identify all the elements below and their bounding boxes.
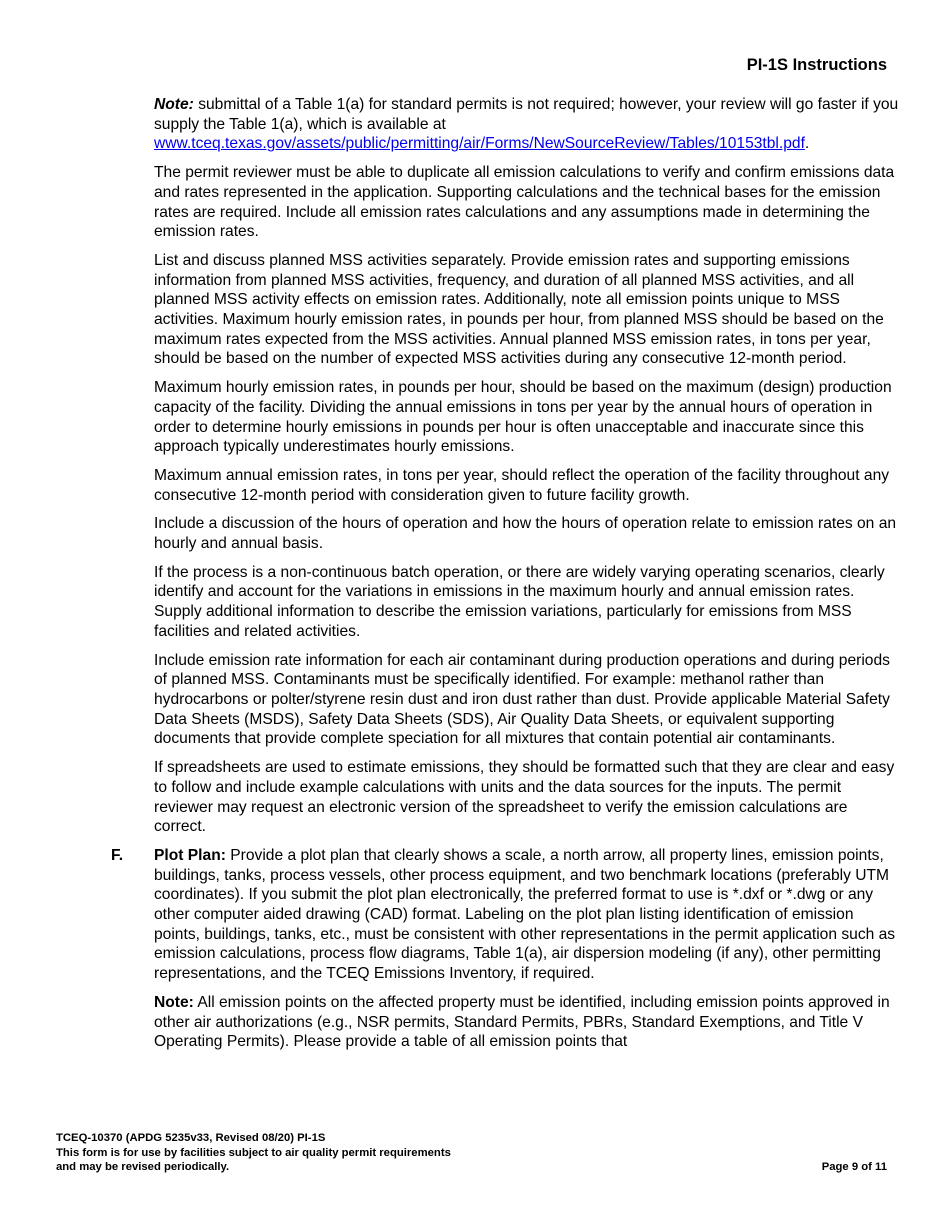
footer-revision-line: and may be revised periodically.	[56, 1161, 230, 1173]
note-end: .	[804, 135, 810, 153]
emission-points-note	[154, 993, 899, 1052]
table-1a-link[interactable]: www.tceq.texas.gov/assets/public/permitting/air/Forms/NewSourceReview/Tables/10153tbl.pdf	[154, 135, 805, 153]
plot-plan-text: Provide a plot plan that clearly shows a scale, a north arrow, all property lines, emission points, buildings, tanks, process vessels, other process equipment, and two benchmark locations (preferably UTM coordinates). If you submit the plot plan electronically, the preferred format to use is *.dxf or *.dwg or any other computer aided drawing (CAD) format. Labeling on the plot plan listing identification of emission points, buildings, tanks, etc., must be consistent with other representations in the permit application such as emission calculations, process flow diagrams, Table 1(a), air dispersion modeling (if any), other permitting representations, and the TCEQ Emissions Inventory, if required.	[154, 846, 896, 983]
footer-usage-line: This form is for use by facilities subject to air quality permit requirements	[56, 1146, 451, 1159]
footer-form-info	[56, 1131, 451, 1175]
section-f-letter: F.	[111, 846, 124, 864]
paragraph-contaminants: Include emission rate information for each air contaminant during production operations and during periods of planned MSS. Contaminants must be specifically identified. For example: methanol rather than hydrocarbons or polter/styrene resin dust and iron dust rather than dust. Provide applicable Material Safety Data Sheets (MSDS), Safety Data Sheets (SDS), Air Quality Data Sheets, or equivalent supporting documents that provide complete speciation for all mixtures that contain potential air contaminants.	[154, 651, 890, 748]
paragraph-batch-operation: If the process is a non-continuous batch operation, or there are widely varying operating scenarios, clearly identify and account for the variations in emissions in the maximum hourly and annual emission rates. Supply additional information to describe the emission variations, particularly for emissions from MSS facilities and related activities.	[154, 563, 885, 640]
plot-plan-paragraph	[154, 846, 899, 984]
plot-plan-heading: Plot Plan:	[154, 846, 226, 864]
document-body	[111, 95, 899, 1061]
paragraph-max-annual: Maximum annual emission rates, in tons per year, should reflect the operation of the facility throughout any consecutive 12-month period with consideration given to future facility growth.	[154, 466, 890, 504]
note2-label: Note:	[154, 993, 194, 1011]
paragraph-hours-operation: Include a discussion of the hours of operation and how the hours of operation relate to emission rates on an hourly and annual basis.	[154, 515, 897, 553]
note-text: submittal of a Table 1(a) for standard permits is not required; however, your review will go faster if you supply the Table 1(a), which is available at	[154, 96, 899, 133]
note-paragraph	[154, 95, 899, 154]
section-f-plot-plan	[111, 846, 899, 1052]
paragraph-max-hourly: Maximum hourly emission rates, in pounds per hour, should be based on the maximum (design) production capacity of the facility. Dividing the annual emissions in tons per year by the annual hours of operation in order to determine hourly emissions in pounds per hour is often unacceptable and inaccurate since this approach typically underestimates hourly emissions.	[154, 379, 892, 456]
note2-text: All emission points on the affected property must be identified, including emission points approved in other air authorizations (e.g., NSR permits, Standard Permits, PBRs, Standard Exemptions, and Title V Operating Permits). Please provide a table of all emission points that	[154, 993, 890, 1051]
footer-page-number: Page 9 of 11	[821, 1161, 887, 1173]
page-header-title: PI-1S Instructions	[746, 56, 887, 74]
note-label: Note:	[154, 96, 194, 113]
paragraph-planned-mss: List and discuss planned MSS activities separately. Provide emission rates and supporting emissions information from planned MSS activities, frequency, and duration of all planned MSS activities, and all planned MSS activity effects on emission rates. Additionally, note all emission points unique to MSS activities. Maximum hourly emission rates, in pounds per hour, from planned MSS should be based on the maximum rates expected from the MSS activities. Annual planned MSS emission rates, in tons per year, should be based on the number of expected MSS activities during any consecutive 12-month period.	[154, 251, 884, 368]
paragraph-calculations: The permit reviewer must be able to duplicate all emission calculations to verify and confirm emissions data and rates represented in the application. Supporting calculations and the technical bases for the emission rates are required. Include all emission rates calculations and any assumptions made in determining the emission rates.	[154, 164, 895, 241]
footer-form-number: TCEQ-10370 (APDG 5235v33, Revised 08/20) PI-1S	[56, 1132, 326, 1144]
paragraph-spreadsheets: If spreadsheets are used to estimate emissions, they should be formatted such that they are clear and easy to follow and include example calculations with units and the data sources for the inputs. The permit reviewer may request an electronic version of the spreadsheet to verify the emission calculations are correct.	[154, 759, 895, 836]
